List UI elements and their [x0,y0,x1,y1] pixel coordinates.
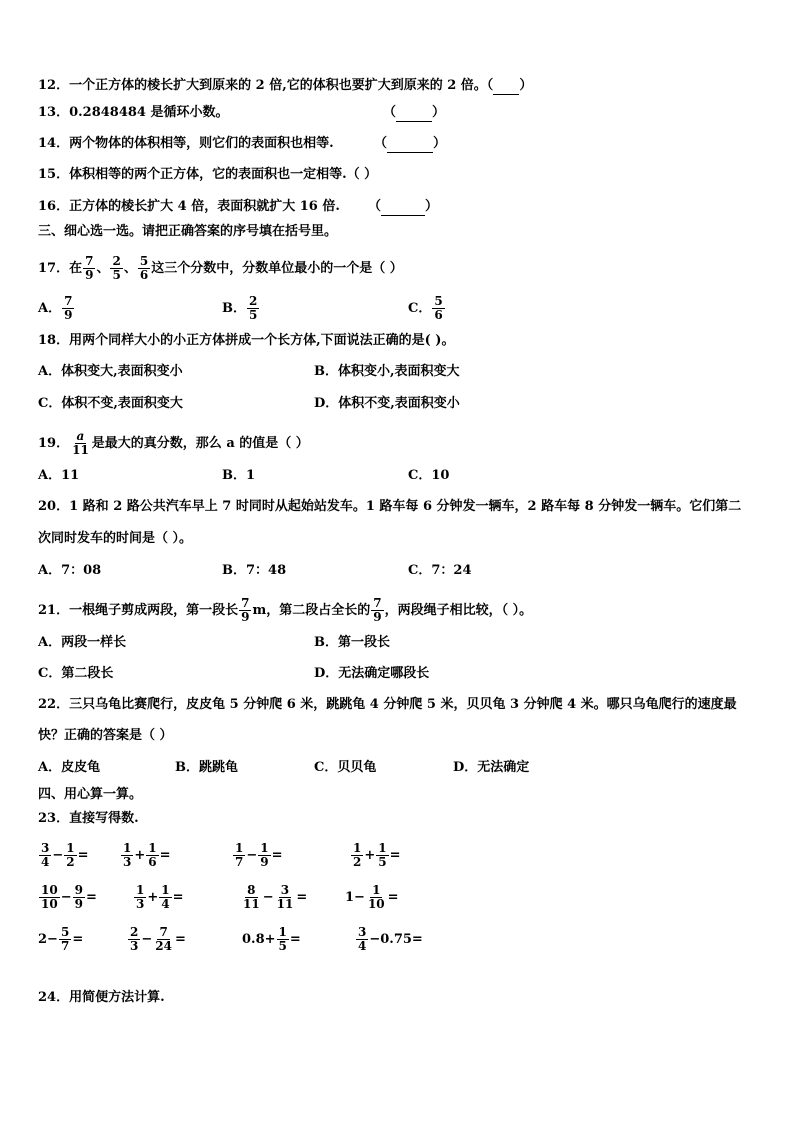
q22-option-c[interactable]: C．贝贝龟 [314,760,377,775]
q18-option-b[interactable]: B．体积变小,表面积变大 [314,364,460,379]
expression-10: $\frac{2}{3}$ − $\frac{7}{24}$ = [130,925,186,953]
question-21 [38,597,532,624]
question-24: 24．用简便方法计算. [38,990,165,1005]
denominator: 6 [434,308,443,322]
section-4-heading: 四、用心算一算。 [38,787,143,802]
answer-blank[interactable] [387,136,433,153]
paren-open: （ [368,199,382,214]
q22-option-a[interactable]: A．皮皮龟 [38,760,101,775]
numerator: 7 [373,596,382,610]
fraction [432,295,444,322]
fraction [110,255,122,282]
expression-9: 2− $\frac{5}{7}$ = [38,925,84,953]
question-18: 18．用两个同样大小的小正方体拼成一个长方体,下面说法正确的是( )。 [38,333,455,348]
q17-option-a[interactable] [38,295,75,322]
denominator: 9 [85,268,94,282]
question-13-text: 13．0.2848484 是循环小数。 [38,105,229,120]
denominator: 9 [64,308,73,322]
question-17 [38,255,403,282]
question-14 [38,136,334,152]
q21-middle: m，第二段占全长的 [252,603,371,618]
fraction [371,597,383,624]
q21-option-b[interactable]: B．第一段长 [314,635,390,650]
question-12 [38,78,532,95]
fraction [239,597,251,624]
separator: 、 [123,261,137,276]
question-23-title: 23．直接写得数. [38,811,139,826]
expression-7: $\frac{8}{11}$ − $\frac{3}{11}$ = [243,883,308,911]
q17-option-b[interactable] [222,295,260,322]
q19-option-c[interactable]: C．10 [408,468,450,483]
q17-suffix: 这三个分数中，分数单位最小的一个是（ ） [151,261,403,276]
denominator: 11 [72,443,89,457]
expression-11: 0.8+ $\frac{1}{5}$ = [242,925,301,953]
question-16 [38,199,340,215]
denominator: 9 [241,610,250,624]
expression-5: $\frac{10}{10}$ − $\frac{9}{9}$ = [41,883,97,911]
q21-prefix: 21．一根绳子剪成两段，第一段长 [38,603,239,618]
q20-option-a[interactable]: A．7：08 [38,563,102,578]
q17-option-c[interactable] [408,295,446,322]
q19-prefix: 19． [38,436,70,451]
option-letter: B． [222,301,246,316]
denominator: 5 [112,268,121,282]
section-3-heading: 三、细心选一选。请把正确答案的序号填在括号里。 [38,224,338,239]
question-22-line-2: 快？正确的答案是（ ） [38,728,173,743]
paren-open: （ [374,136,388,151]
question-20-line-1: 20．1 路和 2 路公共汽车早上 7 时同时从起始站发车。1 路车每 6 分钟发一辆车，2 路车每 8 分钟发一辆车。它们第二 [38,499,742,514]
q20-option-c[interactable]: C．7：24 [408,563,472,578]
q19-option-b[interactable]: B．1 [222,468,256,483]
option-letter: C． [408,301,432,316]
numerator: a [76,429,85,443]
paren-open: （ [383,105,397,120]
paren-close: ） [425,199,439,214]
expression-1: $\frac{3}{4}$ − $\frac{1}{2}$ = [41,841,89,869]
q19-option-a[interactable]: A．11 [38,468,80,483]
expression-6: $\frac{1}{3}$ + $\frac{1}{4}$ = [136,883,184,911]
question-14-text: 14．两个物体的体积相等，则它们的表面积也相等. [38,136,334,151]
q21-option-c[interactable]: C．第二段长 [38,666,114,681]
fraction [62,295,74,322]
expression-12: $\frac{3}{4}$ −0.75= [358,925,423,953]
separator: 、 [96,261,110,276]
denominator: 9 [373,610,382,624]
numerator: 5 [139,254,149,268]
q20-option-b[interactable]: B．7：48 [222,563,287,578]
numerator: 5 [434,294,443,308]
q21-option-d[interactable]: D．无法确定哪段长 [314,666,430,681]
expression-3: $\frac{1}{7}$ − $\frac{1}{9}$ = [235,841,283,869]
q18-option-d[interactable]: D．体积不变,表面积变小 [314,396,460,411]
q22-option-d[interactable]: D．无法确定 [453,760,530,775]
question-20-line-2: 次同时发车的时间是（ ）。 [38,531,193,546]
denominator: 6 [139,268,149,282]
q19-suffix: 是最大的真分数，那么 a 的值是（ ） [91,436,309,451]
q22-option-b[interactable]: B．跳跳龟 [175,760,238,775]
answer-blank[interactable] [493,78,519,95]
numerator: 2 [249,294,258,308]
fraction [247,295,259,322]
q18-option-a[interactable]: A．体积变大,表面积变小 [38,364,183,379]
answer-13 [383,105,445,122]
numerator: 7 [64,294,73,308]
paren-close: ） [432,105,446,120]
numerator: 7 [241,596,250,610]
paren-close: ） [519,78,533,93]
expression-4: $\frac{1}{2}$ + $\frac{1}{5}$ = [353,841,401,869]
fraction [83,255,95,282]
answer-blank[interactable] [396,105,432,122]
question-15 [38,167,377,183]
question-19 [38,430,309,457]
q17-prefix: 17．在 [38,261,83,276]
answer-blank[interactable] [381,199,425,216]
answer-14 [374,136,446,153]
option-letter: A． [38,301,62,316]
question-15-text: 15．体积相等的两个正方体，它的表面积也一定相等.（ ） [38,167,378,182]
expression-2: $\frac{1}{3}$ + $\frac{1}{6}$ = [123,841,171,869]
question-12-text: 12．一个正方体的棱长扩大到原来的 2 倍,它的体积也要扩大到原来的 2 倍。（ [38,78,494,93]
q21-suffix: ，两段绳子相比较，（ ）。 [384,603,533,618]
q21-option-a[interactable]: A．两段一样长 [38,635,127,650]
fraction [70,430,91,457]
numerator: 7 [85,254,94,268]
fraction [138,255,150,282]
question-22-line-1: 22．三只乌龟比赛爬行，皮皮龟 5 分钟爬 6 米，跳跳龟 4 分钟爬 5 米，贝贝龟 3 分钟爬 4 米。哪只乌龟爬行的速度最 [38,697,737,712]
expression-8: 1− $\frac{1}{10}$ = [345,883,399,911]
question-13 [38,105,229,121]
answer-16 [368,199,438,216]
question-16-text: 16．正方体的棱长扩大 4 倍，表面积就扩大 16 倍. [38,199,340,214]
denominator: 5 [249,308,258,322]
q18-option-c[interactable]: C．体积不变,表面积变大 [38,396,183,411]
numerator: 2 [112,254,121,268]
paren-close: ） [433,136,447,151]
